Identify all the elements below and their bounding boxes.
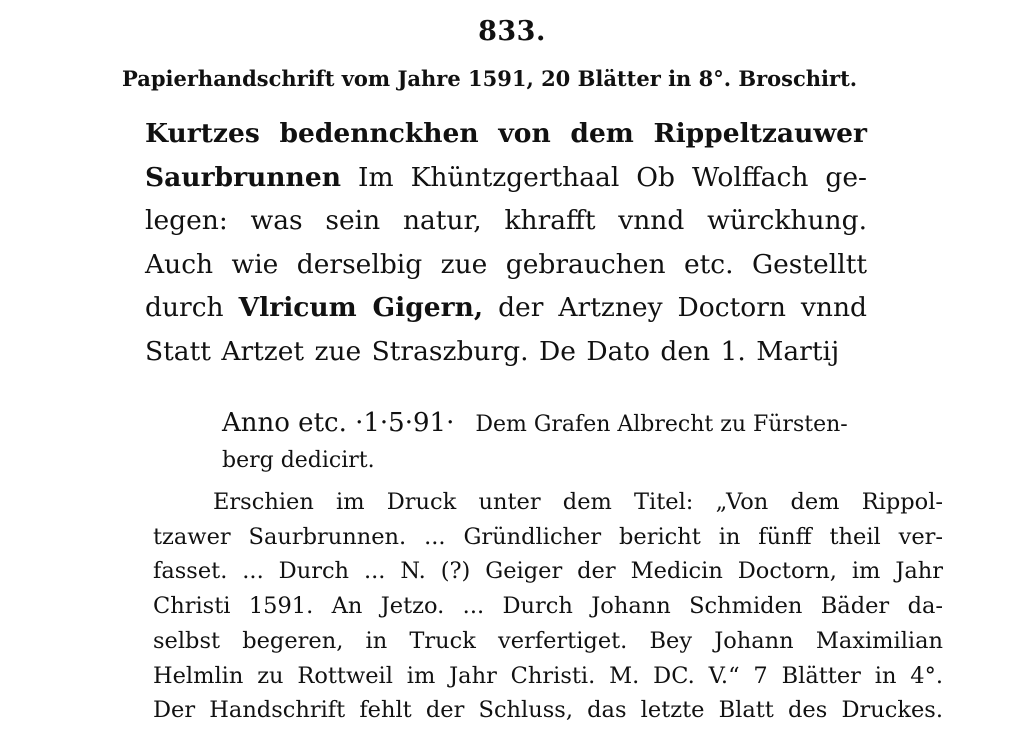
title-line (145, 199, 867, 243)
title-text: legen: was sein natur, khrafft vnnd würckhung. (145, 205, 867, 236)
manuscript-description: Papierhandschrift vom Jahre 1591, 20 Blätter in 8°. Broschirt. (122, 66, 858, 91)
anno-date: Anno etc. ·1·5·91· (222, 408, 455, 438)
title-bold-text: Kurtzes bedennckhen von dem Rippeltzauwer (145, 118, 867, 149)
dedication-text: Dem Grafen Albrecht zu Fürsten- (475, 412, 848, 437)
title-line (145, 330, 867, 374)
manuscript-title (145, 112, 867, 373)
note-line: Der Handschrift fehlt der Schluss, das letzte Blatt des Druckes. (153, 697, 943, 724)
title-line (145, 243, 867, 287)
dedication-line (222, 405, 944, 443)
title-line (145, 112, 867, 156)
dedication-block (222, 405, 944, 479)
title-bold-text: Saurbrunnen (145, 161, 341, 193)
note-line: Christi 1591. An Jetzo. ... Durch Johann Schmiden Bäder da- (153, 593, 943, 620)
note-line: fasset. ... Durch ... N. (?) Geiger der Medicin Doctorn, im Jahr (153, 558, 943, 585)
dedication-line (222, 443, 944, 479)
title-text: Auch wie derselbig zue gebrauchen etc. Gestelltt (145, 248, 867, 280)
note-line: selbst begeren, in Truck verfertiget. Bey Johann Maximilian (153, 627, 943, 654)
print-note (153, 485, 943, 728)
title-text: Statt Artzet zue Straszburg. De Dato den 1. Martij (145, 335, 840, 367)
title-text: der Artzney Doctorn vnnd (483, 292, 867, 323)
entry-number: 833. (478, 16, 546, 47)
title-line (145, 156, 867, 200)
note-line: Helmlin zu Rottweil im Jahr Christi. M. DC. V.“ 7 Blätter in 4°. (153, 662, 943, 689)
title-text: Im Khüntzgerthaal Ob Wolffach ge- (340, 161, 867, 193)
author-name: Vlricum Gigern, (238, 292, 484, 323)
title-text: durch (145, 292, 239, 323)
note-line: tzawer Saurbrunnen. ... Gründlicher bericht in fünff theil ver- (153, 523, 943, 550)
title-line (145, 286, 867, 330)
note-line: Erschien im Druck unter dem Titel: „Von dem Rippol- (213, 489, 943, 515)
dedication-text: berg dedicirt. (222, 448, 375, 473)
